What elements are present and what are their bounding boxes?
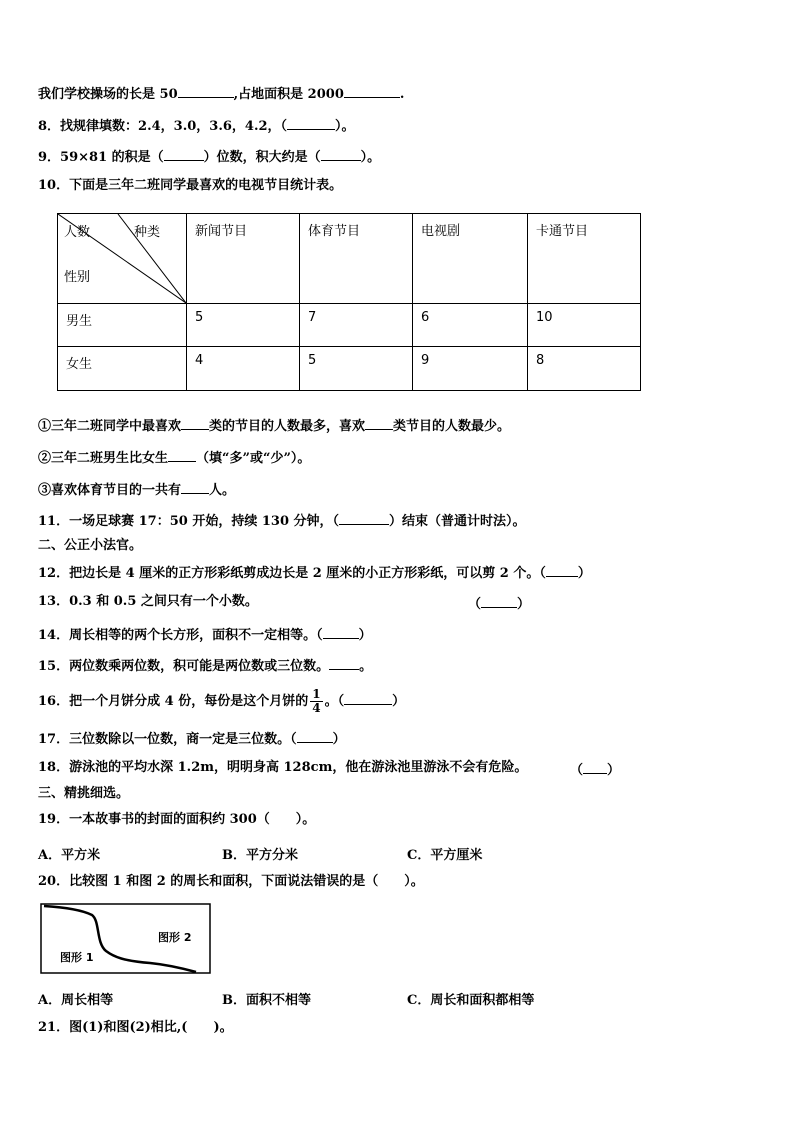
question-text: 12．把边长是 4 厘米的正方形彩纸剪成边长是 2 厘米的小正方形彩纸，可以剪 2 个。（ [38, 566, 546, 581]
question-10 [38, 178, 342, 194]
question-18-answer [570, 760, 620, 779]
tv-program-table [57, 213, 641, 391]
question-15 [38, 656, 372, 675]
question-text: 。 [359, 659, 373, 674]
question-text: 类的节目的人数最多，喜欢 [209, 419, 366, 434]
table-cell: 9 [413, 347, 528, 391]
question-text: ） [332, 732, 346, 747]
table-cell: 8 [528, 347, 641, 391]
question-text: ）位数，积大约是（ [203, 150, 321, 165]
question-19 [38, 812, 315, 828]
question-12 [38, 563, 591, 582]
question-text: ①三年二班同学中最喜欢 [38, 419, 182, 434]
question-text: 人。 [209, 483, 236, 498]
table-header-cell: 体育节目 [300, 214, 413, 304]
choice-b[interactable]: B．平方分米 [222, 848, 298, 863]
question-text: ）。 [335, 119, 355, 134]
question-text: （ [468, 597, 482, 612]
table-cell: 7 [300, 304, 413, 347]
choice-a[interactable]: A．周长相等 [38, 993, 114, 1008]
question-text: ）结束（普通计时法）。 [389, 514, 526, 529]
question-text: 20．比较图 1 和图 2 的周长和面积，下面说法错误的是（ ）。 [38, 874, 424, 889]
text: ,占地面积是 2000 [233, 87, 344, 102]
section-title: 三、精挑细选。 [38, 786, 130, 801]
answer-blank[interactable] [329, 656, 359, 670]
table-header-cell: 卡通节目 [528, 214, 641, 304]
table-cell: 5 [300, 347, 413, 391]
question-20 [38, 874, 424, 890]
question-text: 21．图(1)和图(2)相比,( )。 [38, 1020, 233, 1035]
shape-label-1: 图形 1 [60, 951, 94, 964]
answer-blank[interactable] [365, 416, 393, 430]
question-8 [38, 116, 355, 135]
question-text: 11．一场足球赛 17：50 开始，持续 130 分钟，（ [38, 514, 340, 529]
table-row [58, 347, 641, 391]
answer-blank[interactable] [481, 594, 517, 608]
answer-blank[interactable] [546, 563, 578, 577]
answer-blank[interactable] [168, 448, 196, 462]
choice-b[interactable]: B．面积不相等 [222, 993, 311, 1008]
question-text: 13．0.3 和 0.5 之间只有一个小数。 [38, 594, 258, 609]
answer-blank[interactable] [323, 625, 359, 639]
question-text: （ [570, 763, 584, 778]
question-text: 类节目的人数最少。 [393, 419, 511, 434]
table-cell: 6 [413, 304, 528, 347]
answer-blank[interactable] [297, 729, 333, 743]
question-text: 16．把一个月饼分成 4 份，每份是这个月饼的 [38, 694, 309, 709]
question-11 [38, 511, 526, 530]
table-row [58, 304, 641, 347]
question-text: ②三年二班男生比女生 [38, 451, 169, 466]
line-playground [38, 84, 404, 103]
question-17 [38, 729, 346, 748]
answer-blank[interactable] [344, 84, 400, 98]
fraction-numerator: 1 [312, 687, 321, 701]
question-21 [38, 1020, 233, 1036]
question-text: ③喜欢体育节目的一共有 [38, 483, 182, 498]
answer-blank[interactable] [164, 147, 204, 161]
question-text: 15．两位数乘两位数，积可能是两位数或三位数。 [38, 659, 330, 674]
section-2-heading [38, 538, 142, 554]
question-text: ） [358, 628, 372, 643]
answer-blank[interactable] [181, 416, 209, 430]
table-cell: 5 [187, 304, 300, 347]
question-text: 8．找规律填数：2.4，3.0，3.6，4.2，（ [38, 119, 288, 134]
answer-blank[interactable] [583, 760, 607, 774]
answer-blank[interactable] [287, 116, 335, 130]
shape-label-2: 图形 2 [158, 931, 192, 944]
answer-blank[interactable] [344, 691, 392, 705]
choice-c[interactable]: C．周长和面积都相等 [407, 993, 535, 1008]
table-header-cell: 新闻节目 [187, 214, 300, 304]
question-text: ） [392, 694, 406, 709]
choice-c[interactable]: C．平方厘米 [407, 848, 483, 863]
shape-figure [40, 903, 212, 979]
table-cell: 4 [187, 347, 300, 391]
answer-blank[interactable] [181, 480, 209, 494]
sub-question-2 [38, 448, 310, 467]
text: . [399, 87, 405, 102]
corner-label-count: 人数 [64, 225, 91, 240]
fraction-one-quarter [310, 688, 322, 715]
row-label: 男生 [58, 304, 187, 347]
corner-label-gender: 性别 [64, 270, 91, 285]
question-text: （填“多”或“少”）。 [196, 451, 311, 466]
question-text: 10．下面是三年二班同学最喜欢的电视节目统计表。 [38, 178, 343, 193]
question-18 [38, 760, 527, 776]
question-text: ） [607, 763, 621, 778]
question-13 [38, 594, 258, 610]
question-text: 9．59×81 的积是（ [38, 150, 164, 165]
question-text: ） [517, 597, 531, 612]
section-title: 二、公正小法官。 [38, 538, 143, 553]
answer-blank[interactable] [321, 147, 361, 161]
question-9 [38, 147, 380, 166]
question-14 [38, 625, 372, 644]
question-text: 。（ [324, 694, 345, 709]
table-cell: 10 [528, 304, 641, 347]
corner-label-type: 种类 [134, 225, 161, 240]
sub-question-1 [38, 416, 510, 435]
row-label: 女生 [58, 347, 187, 391]
text: 我们学校操场的长是 50 [38, 87, 178, 102]
question-text: 14．周长相等的两个长方形，面积不一定相等。（ [38, 628, 323, 643]
table-header-cell: 电视剧 [413, 214, 528, 304]
question-16 [38, 688, 405, 715]
table-corner-cell [58, 214, 187, 304]
question-13-answer [468, 594, 530, 613]
question-text: ） [577, 566, 591, 581]
shape-diagram [40, 903, 212, 975]
question-text: ）。 [360, 150, 381, 165]
question-text: 19．一本故事书的封面的面积约 300（ ）。 [38, 812, 316, 827]
answer-blank[interactable] [178, 84, 234, 98]
section-3-heading [38, 786, 129, 802]
fraction-denominator: 4 [312, 701, 321, 715]
question-text: 18．游泳池的平均水深 1.2m，明明身高 128cm，他在游泳池里游泳不会有危险。 [38, 760, 528, 775]
answer-blank[interactable] [339, 511, 389, 525]
table-header-row [58, 214, 641, 304]
choice-a[interactable]: A．平方米 [38, 848, 101, 863]
sub-question-3 [38, 480, 235, 499]
question-text: 17．三位数除以一位数，商一定是三位数。（ [38, 732, 297, 747]
